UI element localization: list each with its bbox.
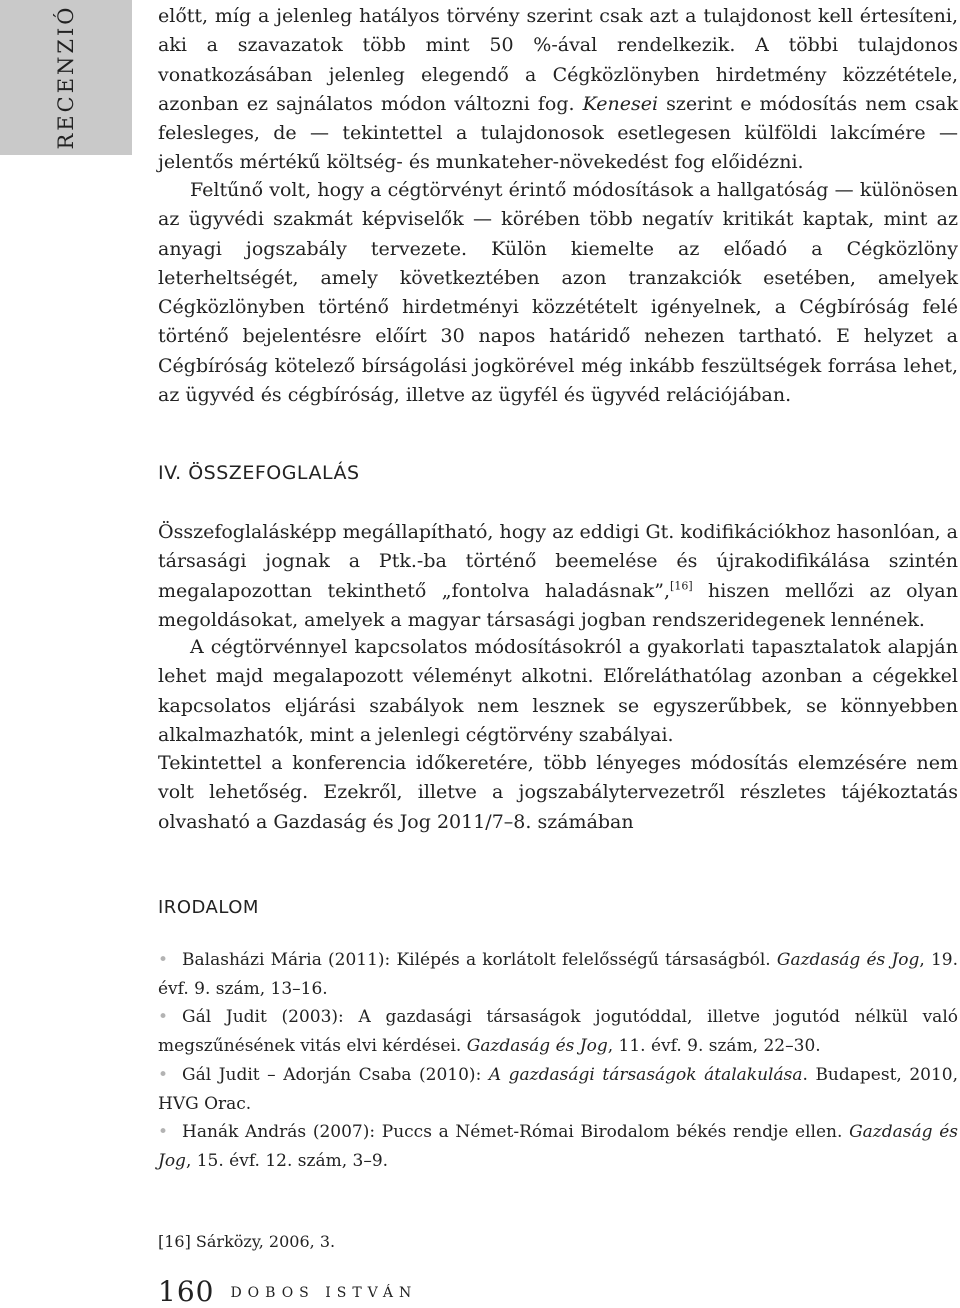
body-paragraph-1-text-a: előtt, míg a jelenleg hatályos törvény szerint csak azt a tulajdonost kell értesíteni, aki a szavazatok több mint 50 %-ával rendelkezik. A többi tulajdonos vonatkozásában jelenleg elegendő a Cégközlönyben hirdetmény közzététele, azonban ez sajnálatos módon változni fog. — [158, 5, 958, 115]
summary-paragraph-1-text-a: Összefoglalásképp megállapítható, hogy az eddigi Gt. kodifikációkhoz hasonlóan, a társasági jognak a Ptk.-ba történő beemelése és újrakodifikálása szintén megalapozottan tekinthető „fontolva haladásnak”, — [158, 521, 958, 602]
section-tab — [0, 0, 132, 155]
reference-title: Gazdaság és Jog — [466, 1036, 608, 1057]
reference-details: . Budapest, 2010, HVG Orac. — [158, 1064, 959, 1114]
reference-text: Gál Judit – Adorján Csaba (2010): — [182, 1064, 489, 1085]
body-paragraph-1 — [158, 2, 958, 178]
running-author: DOBOS ISTVÁN — [230, 1285, 418, 1301]
bullet-icon: • — [158, 1007, 169, 1028]
section-heading-references: IRODALOM — [158, 897, 259, 918]
bullet-icon: • — [158, 1064, 169, 1085]
reference-title: A gazdasági társaságok átalakulása — [488, 1064, 803, 1085]
author-name-kenesei: Kenesei — [582, 92, 659, 115]
reference-details: , 15. évf. 12. szám, 3–9. — [185, 1150, 389, 1171]
reference-text: Balasházi Mária (2011): Kilépés a korlátolt felelősségű társaságból. — [182, 950, 777, 970]
page-footer — [158, 1275, 417, 1308]
summary-paragraph-3: Tekintettel a konferencia időkeretére, több lényeges módosítás elemzésére nem volt lehetőség. Ezekről, illetve a jogszabálytervezetről részletes tájékoztatás olvasható a Gazdaság és Jog 2011/7–8. számában — [158, 752, 958, 833]
reference-details: , 19. évf. 9. szám, 13–16. — [158, 950, 959, 999]
reference-text: Hanák András (2007): Puccs a Német-Római Birodalom békés rendje ellen. — [182, 1122, 850, 1143]
reference-text: Gál Judit (2003): A gazdasági társaságok jogutóddal, illetve jogutód nélkül való megszűnésének vitás elvi kérdései. — [158, 1007, 958, 1057]
summary-paragraph-1 — [158, 518, 958, 635]
footnote: [16] Sárközy, 2006, 3. — [158, 1232, 336, 1251]
reference-item — [158, 1003, 958, 1060]
reference-list — [158, 946, 958, 1176]
reference-title: Gazdaság és Jog — [158, 1122, 958, 1171]
section-heading-summary: IV. ÖSSZEFOGLALÁS — [158, 462, 360, 484]
section-tab-label: RECENZIÓ — [54, 4, 78, 150]
page-number: 160 — [158, 1275, 215, 1308]
reference-item — [158, 946, 958, 1003]
summary-paragraph-1-text-b: hiszen mellőzi az olyan megoldásokat, amelyek a magyar társasági jogban rendszeridegenek lennének. — [158, 579, 958, 631]
reference-item — [158, 1061, 958, 1118]
body-paragraph-1-text-b: szerint e módosítás nem csak felesleges, de — tekintettel a tulajdonosok esetlegesen külföldi lakcímére — jelentős mértékű költség- és munkateher-növekedést fog előidézni. — [158, 92, 958, 174]
summary-paragraph-2: A cégtörvénnyel kapcsolatos módosításokról a gyakorlati tapasztalatok alapján lehet majd megalapozott véleményt alkotni. Előreláthatólag azonban a cégekkel kapcsolatos eljárási szabályok nem lesznek se egyszerűbbek, se könnyebben alkalmazhatók, mint a jelenlegi cégtörvény szabályai. — [158, 636, 958, 746]
reference-details: , 11. évf. 9. szám, 22–30. — [607, 1036, 821, 1057]
bullet-icon: • — [158, 1122, 169, 1143]
bullet-icon: • — [158, 950, 169, 970]
reference-item — [158, 1118, 958, 1175]
reference-title: Gazdaság és Jog — [776, 950, 920, 970]
footnote-reference: [16] — [670, 579, 693, 593]
body-paragraph-2: Feltűnő volt, hogy a cégtörvényt érintő módosítások a hallgatóság — különösen az ügyvédi szakmát képviselők — körében több negatív kritikát kaptak, mint az anyagi jogszabály tervezete. Külön kiemelte az előadó a Cégközlöny leterheltségét, amely következtében azon tranzakciók esetében, amelyek Cégközlönyben történő hirdetményi közzétételt igényelnek, a Cégbíróság felé történő bejelentésre előírt 30 napos határidő nehezen tartható. E helyzet a Cégbíróság kötelező bírságolási jogkörével még inkább feszültségek forrása lehet, az ügyvéd és cégbíróság, illetve az ügyfél és ügyvéd relációjában. — [158, 179, 958, 407]
